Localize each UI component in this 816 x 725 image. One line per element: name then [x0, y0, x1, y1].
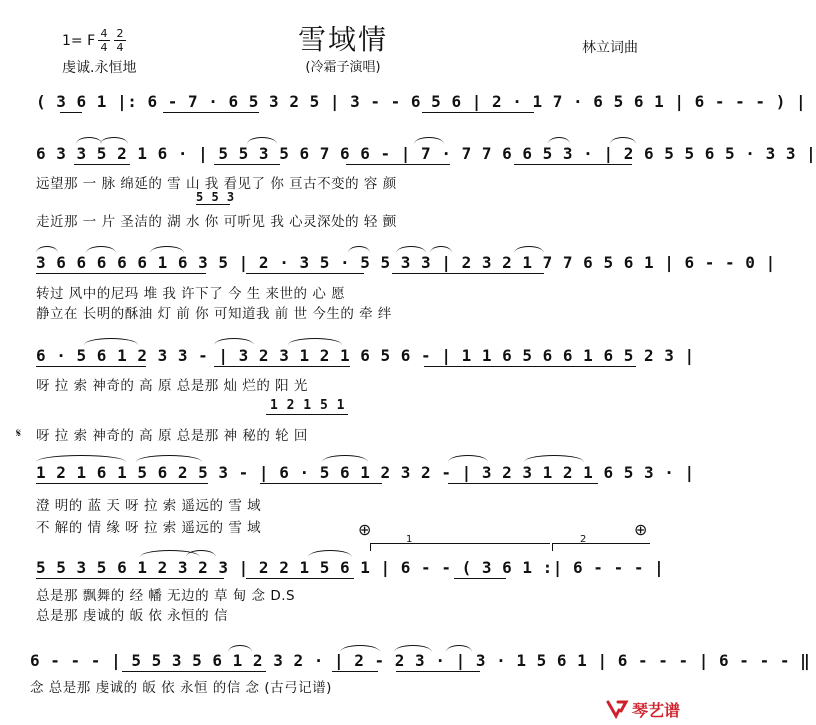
coda-sign-2: ⊕ [634, 520, 648, 539]
qinyipu-logo-icon [606, 699, 628, 719]
song-title: 雪域情 [297, 23, 388, 56]
lyrics-row-6: 念 总是那 虔诚的 皈 依 永恒 的信 念 (古弓记谱) [30, 680, 332, 696]
credits: 林立词曲 [582, 40, 638, 56]
lyrics-row-1-verse-1: 远望那 一 脉 绵延的 雪 山 我 看见了 你 亘古不变的 容 颜 [36, 176, 397, 192]
performer: (冷霜子演唱) [305, 60, 381, 75]
lyrics-row-2-verse-1: 转过 风中的尼玛 堆 我 许下了 今 生 来世的 心 愿 [36, 286, 346, 302]
lyrics-row-4-verse-2: 不 解的 情 缘 呀 拉 索 遥远的 雪 域 [36, 520, 262, 536]
watermark-logo [606, 697, 680, 721]
segno-sign: 𝄋 [16, 426, 22, 440]
variant-notes-row-1: 5 5 3 [196, 190, 235, 204]
lyrics-row-1-verse-2: 走近那 一 片 圣洁的 湖 水 你 可听见 我 心灵深处的 轻 颤 [36, 214, 397, 230]
time-signature-1 [98, 28, 110, 53]
notation-row-3: 6 · 5 6 1 2 3 3 - | 3 2 3 1 2 1 6 5 6 - | 1 1 6 5 6 6 1 6 5 2 3 | [36, 346, 695, 365]
time-sig-2-top: 2 [116, 27, 124, 40]
lyrics-row-4-verse-1: 澄 明的 蓝 天 呀 拉 索 遥远的 雪 域 [36, 498, 262, 514]
notation-row-4: 1 2 1 6 1 5 6 2 5 3 - | 6 · 5 6 1 2 3 2 - | 3 2 3 1 2 1 6 5 3 · | [36, 463, 695, 482]
key-signature: 1= F [62, 33, 96, 49]
notation-row-5: 5 5 3 5 6 1 2 3 2 3 | 2 2 1 5 6 1 | 6 - - ( 3 6 1 :| 6 - - - | [36, 558, 665, 577]
watermark-brand: 琴艺谱 [631, 700, 680, 720]
lyrics-row-3: 呀 拉 索 神奇的 高 原 总是那 灿 烂的 阳 光 [36, 378, 308, 394]
time-sig-2-bottom: 4 [116, 41, 124, 54]
lyrics-row-5-verse-2: 总是那 虔诚的 皈 依 永恒的 信 [36, 608, 228, 624]
time-sig-1-bottom: 4 [100, 41, 108, 54]
lyrics-row-3-verse-2: 呀 拉 索 神奇的 高 原 总是那 神 秘的 轮 回 [36, 428, 308, 444]
volta-2-label: 2 [580, 534, 587, 545]
notation-row-6: 6 - - - | 5 5 3 5 6 1 2 3 2 · | 2 - 2 3 · | 3 · 1 5 6 1 | 6 - - - | 6 - - - ‖ [30, 651, 811, 670]
tempo-marking: 虔诚.永恒地 [62, 60, 137, 76]
lyrics-row-2-verse-2: 静立在 长明的酥油 灯 前 你 可知道我 前 世 今生的 牵 绊 [36, 306, 392, 322]
notation-row-intro: ( 3 6 1 |: 6 - 7 · 6 5 3 2 5 | 3 - - 6 5 6 | 2 · 1 7 · 6 5 6 1 | 6 - - - ) | [36, 92, 807, 111]
lyrics-row-5-verse-1: 总是那 飘舞的 经 幡 无边的 草 甸 念 D.S [36, 588, 296, 604]
variant-notes-row-3: 1 2 1 5 1 [270, 398, 345, 413]
time-signature-2 [114, 28, 126, 53]
time-sig-1-top: 4 [100, 27, 108, 40]
volta-1-label: 1 [406, 534, 413, 545]
notation-row-2: 3 6 6 6 6 6 1 6 3 5 | 2 · 3 5 · 5 5 3 3 | 2 3 2 1 7 7 6 5 6 1 | 6 - - 0 | [36, 253, 776, 272]
coda-sign-1: ⊕ [358, 520, 372, 539]
notation-row-1: 6 3 3 5 2 1 6 · | 5 5 3 5 6 7 6 6 - | 7 · 7 7 6 6 5 3 · | 2 6 5 5 6 5 · 3 3 | [36, 144, 816, 163]
